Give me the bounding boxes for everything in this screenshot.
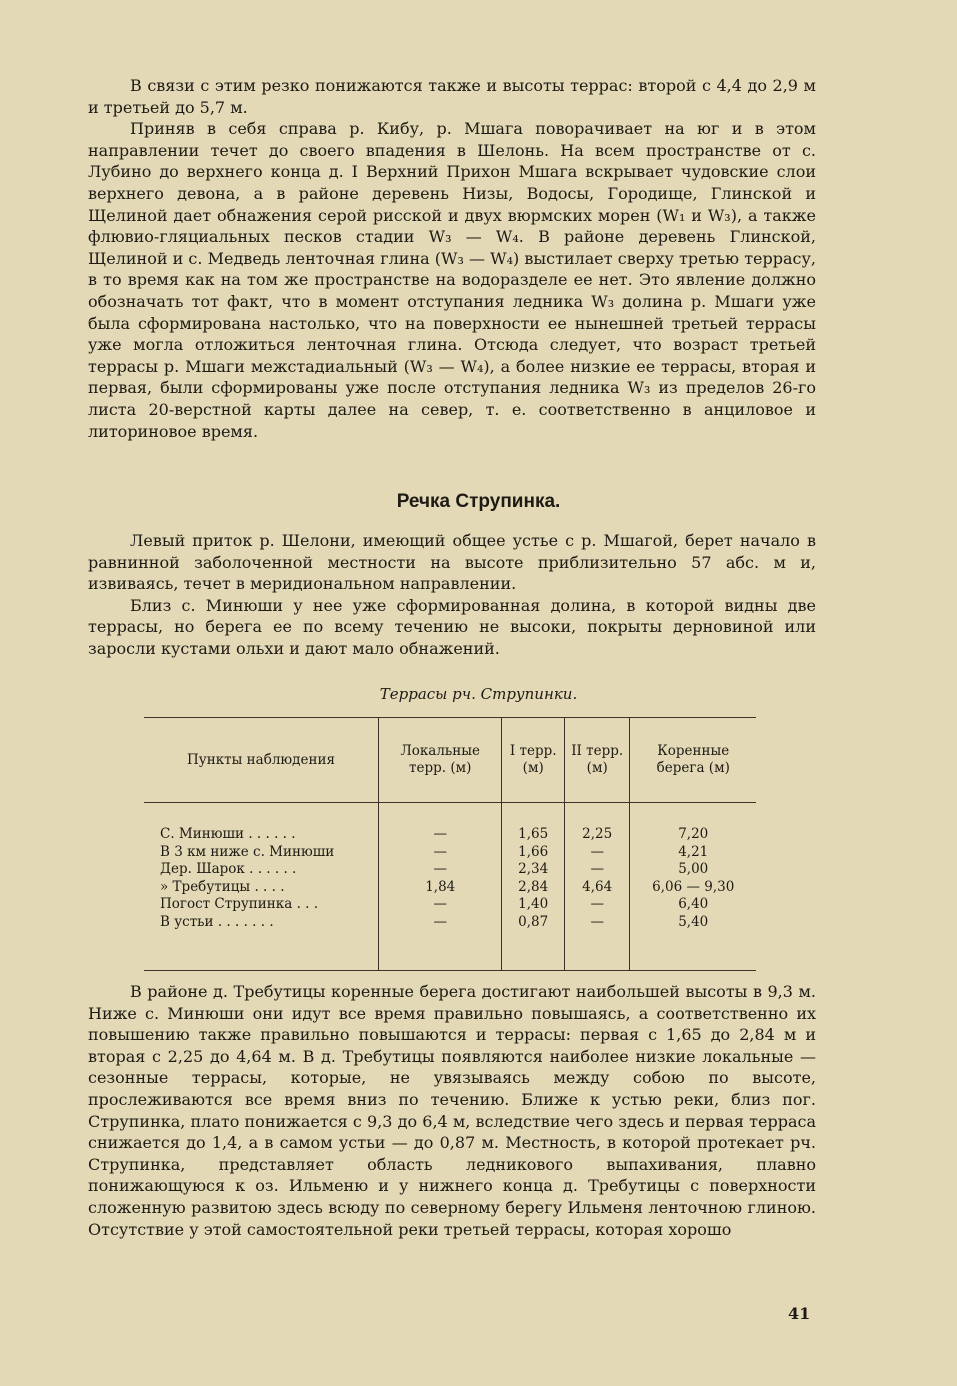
table-cell: — xyxy=(379,861,502,879)
table-row xyxy=(144,879,756,897)
text-block-middle xyxy=(88,530,816,660)
table-cell: 1,40 xyxy=(502,896,564,914)
table-cell: Дер. Шарок . . . . . . xyxy=(160,861,297,878)
table-cell: 2,25 xyxy=(564,826,630,844)
paragraph: В районе д. Требутицы коренные берега достигают наибольшей высоты в 9,3 м. Ниже с. Минюши они идут все время правильно повышаясь, а соответственно их повышению также правильно повышаются и террасы: первая с 1,65 до 2,84 м и вторая с 2,25 до 4,64 м. В д. Требутицы появляются наиболее низкие локальные — сезонные террасы, которые, не увязываясь между собою по высоте, прослеживаются все время вниз по течению. Ближе к устью реки, близ пог. Струпинка, плато понижается с 9,3 до 6,4 м, вследствие чего здесь и первая терраса снижается до 1,4, а в самом устьи — до 0,87 м. Местность, в которой протекает рч. Струпинка, представляет область ледникового выпахивания, плавно понижающуюся к оз. Ильменю и у нижнего конца д. Требутицы с поверхности сложенную развитою здесь всюду по северному берегу Ильменя ленточною глиною. Отсутствие у этой самостоятельной реки третьей террасы, которая хорошо xyxy=(88,982,816,1239)
table-cell: 2,84 xyxy=(502,879,564,897)
table-spacer-row xyxy=(144,803,756,827)
table-cell: — xyxy=(564,914,630,970)
table-row xyxy=(144,844,756,862)
table-cell: 1,84 xyxy=(379,879,502,897)
column-header: Локальные терр. (м) xyxy=(379,718,502,803)
table-cell: 0,87 xyxy=(502,914,564,970)
page-number: 41 xyxy=(788,1304,811,1323)
table-cell: 7,20 xyxy=(630,826,756,844)
column-header: Коренные берега (м) xyxy=(630,718,756,803)
paragraph: Левый приток р. Шелони, имеющий общее устье с р. Мшагой, берет начало в равнинной заболоченной местности на высоте приблизительно 57 абс. м и, извиваясь, течет в меридиональном направлении. xyxy=(88,531,816,594)
table-cell: 5,40 xyxy=(630,914,756,970)
table-cell: 4,21 xyxy=(630,844,756,862)
column-header: Пункты наблюдения xyxy=(144,718,379,803)
table-row xyxy=(144,826,756,844)
table-cell: — xyxy=(564,844,630,862)
column-header: II терр. (м) xyxy=(564,718,630,803)
table-cell: — xyxy=(379,896,502,914)
table-cell: — xyxy=(379,844,502,862)
table-cell: 1,65 xyxy=(502,826,564,844)
table-cell: — xyxy=(379,914,502,970)
table-cell: 2,34 xyxy=(502,861,564,879)
paragraph: Близ с. Минюши у нее уже сформированная долина, в которой видны две террасы, но берега ее по всему течению не высоки, покрыты дерновиной или заросли кустами ольхи и дают мало обнажений. xyxy=(88,595,816,658)
table-cell: 6,06 — 9,30 xyxy=(630,879,756,897)
table-cell: — xyxy=(564,896,630,914)
table-cell: » Требутицы . . . . xyxy=(160,878,285,895)
terraces-table xyxy=(144,717,756,971)
table-header-row xyxy=(144,718,756,803)
table-cell: 4,64 xyxy=(564,879,630,897)
paragraph: В связи с этим резко понижаются также и высоты террас: второй с 4,4 до 2,9 м и третьей до 5,7 м. xyxy=(88,76,816,117)
table-cell: Погост Струпинка . . . xyxy=(160,896,319,913)
table-row xyxy=(144,896,756,914)
paragraph: Приняв в себя справа р. Кибу, р. Мшага поворачивает на юг и в этом направлении течет до своего впадения в Шелонь. На всем пространстве от с. Лубино до верхнего конца д. I Верхний Прихон Мшага вскрывает чудовские слои верхнего девона, а в районе деревень Низы, Водосы, Городище, Глинской и Щелиной дает обнажения серой рисской и двух вюрмских морен (W₁ и W₃), а также флювио-гляциальных песков стадии W₃ — W₄. В районе деревень Глинской, Щелиной и с. Медведь ленточная глина (W₃ — W₄) выстилает сверху третью террасу, в то время как на том же пространстве на водоразделе ее нет. Это явление должно обозначать тот факт, что в момент отступания ледника W₃ долина р. Мшаги уже была сформирована настолько, что на поверхности ее нынешней третьей террасы уже могла отложиться ленточная глина. Отсюда следует, что возраст третьей террасы р. Мшаги межстадиальный (W₃ — W₄), а более низкие ее террасы, вторая и первая, были сформированы уже после отступания ледника W₃ из пределов 26-го листа 20-верстной карты далее на север, т. е. соответственно в анциловое и литориновое время. xyxy=(88,119,816,441)
table-cell: 6,40 xyxy=(630,896,756,914)
table-row xyxy=(144,914,756,970)
table-cell: В устьи . . . . . . . xyxy=(144,914,379,970)
table-cell: — xyxy=(564,861,630,879)
table-cell: 1,66 xyxy=(502,844,564,862)
table-row xyxy=(144,861,756,879)
section-heading: Речка Струпинка. xyxy=(396,491,561,512)
table-cell: — xyxy=(379,826,502,844)
column-header: I терр. (м) xyxy=(502,718,564,803)
text-block-bottom xyxy=(88,981,816,1240)
table-cell: С. Минюши . . . . . . xyxy=(160,826,296,842)
table-caption: Террасы рч. Струпинки. xyxy=(379,685,578,703)
table-cell: 5,00 xyxy=(630,861,756,879)
text-block-top xyxy=(88,75,816,442)
table-cell: В 3 км ниже с. Минюши xyxy=(160,843,335,860)
